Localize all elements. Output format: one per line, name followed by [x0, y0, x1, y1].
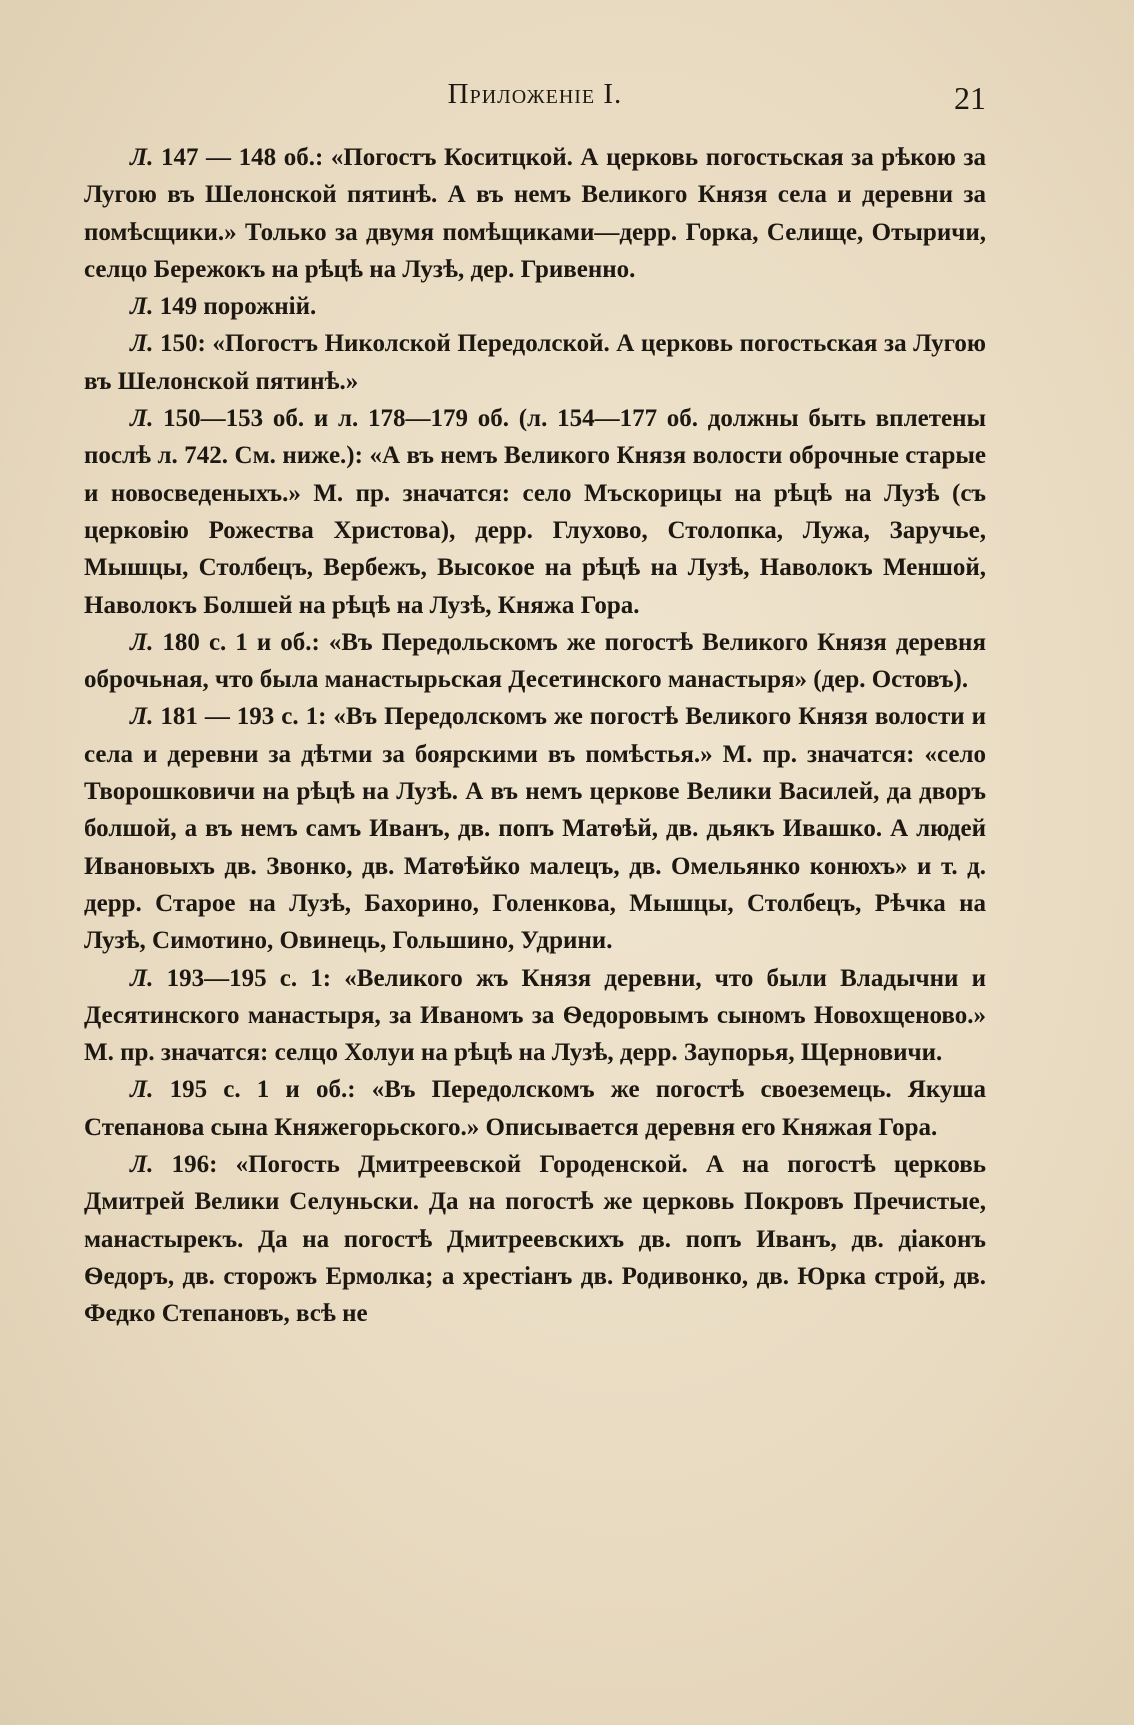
paragraph	[84, 698, 986, 959]
folio-abbrev: Л.	[130, 1151, 154, 1179]
paragraph-text: 150—153 об. и л. 178—179 об. (л. 154—177 об. должны быть вплетены послѣ л. 742. См. ниже.): «А въ немъ Великого Князя волости оброчные старые и новосведеныхъ.» М. пр. значатся: село Мъскорицы на рѣцѣ на Лузѣ (съ церковію Рожества Христова), дерр. Глухово, Столопка, Лужа, Заручье, Мышцы, Столбецъ, Вербежъ, Высокое на рѣцѣ на Лузѣ, Наволокъ Меншой, Наволокъ Болшей на рѣцѣ на Лузѣ, Княжа Гора.	[84, 405, 986, 619]
page-body	[84, 139, 986, 1333]
folio-abbrev: Л.	[130, 405, 154, 433]
paragraph	[84, 139, 986, 288]
folio-abbrev: Л.	[130, 144, 154, 171]
paragraph	[84, 624, 986, 699]
folio-abbrev: Л.	[130, 964, 154, 992]
paragraph-text: 193—195 с. 1: «Великого жъ Князя деревни, что были Владычни и Десятинского манастыря, за Иваномъ за Ѳедоровымъ сыномъ Новохщеново.» М. пр. значатся: селцо Холуи на рѣцѣ на Лузѣ, дерр. Заупорья, Щерновичи.	[84, 964, 986, 1067]
folio-abbrev: Л.	[130, 1076, 154, 1104]
running-title: Приложеніе I.	[447, 78, 623, 110]
paragraph-text: 195 с. 1 и об.: «Въ Передолскомъ же погостѣ своеземець. Якуша Степанова сына Княжегорьского.» Описывается деревня его Княжая Гора.	[84, 1076, 986, 1141]
paragraph	[84, 400, 986, 624]
paragraph	[84, 288, 986, 325]
paragraph-text: 149 порожній.	[153, 293, 317, 321]
page-header	[84, 78, 986, 118]
folio-abbrev: Л.	[130, 293, 154, 321]
paragraph-text: 180 с. 1 и об.: «Въ Передольскомъ же погостѣ Великого Князя деревня оброчьная, что была манастырьская Десетинского манастыря» (дер. Остовъ).	[84, 628, 986, 694]
paragraph-text: 147 — 148 об.: «Погостъ Коситцкой. А церковь погостьская за рѣкою за Лугою въ Шелонской пятинѣ. А въ немъ Великого Князя села и деревни за помѣсщики.» Только за двумя помѣщиками—дерр. Горка, Селище, Отыричи, селцо Бережокъ на рѣцѣ на Лузѣ, дер. Гривенно.	[84, 144, 986, 283]
paragraph	[84, 1146, 986, 1332]
paragraph	[84, 960, 986, 1072]
paragraph-text: 150: «Погостъ Николской Передолской. А церковь погостьская за Лугою въ Шелонской пятинѣ.»	[84, 330, 986, 395]
folio-abbrev: Л.	[130, 628, 154, 656]
paragraph	[84, 325, 986, 400]
paragraph-text: 196: «Погость Дмитреевской Городенской. А на погостѣ церковь Дмитрей Велики Селуньски. Да на погостѣ же церковь Покровъ Пречистые, манастырекъ. Да на погостѣ Дмитреевскихъ дв. попъ Иванъ, дв. діаконъ Ѳедоръ, дв. сторожъ Ермолка; а хрестіанъ дв. Родивонко, дв. Юрка строй, дв. Федко Степановъ, всѣ не	[84, 1151, 986, 1328]
folio-abbrev: Л.	[130, 330, 154, 358]
folio-abbrev: Л.	[130, 703, 154, 731]
paragraph	[84, 1071, 986, 1146]
paragraph-text: 181 — 193 с. 1: «Въ Передолскомъ же погостѣ Великого Князя волости и села и деревни за дѣтми за боярскими въ помѣстья.» М. пр. значатся: «село Творошковичи на рѣцѣ на Лузѣ. А въ немъ церкове Велики Василей, да дворъ болшой, а въ немъ самъ Иванъ, дв. попъ Матѳѣй, дв. дьякъ Ивашко. А людей Ивановыхъ дв. Звонко, дв. Матѳѣйко малецъ, дв. Омельянко конюхъ» и т. д. дерр. Старое на Лузѣ, Бахорино, Голенкова, Мышцы, Столбецъ, Рѣчка на Лузѣ, Симотино, Овинець, Гольшино, Удрини.	[84, 703, 986, 955]
page-number: 21	[954, 80, 986, 116]
